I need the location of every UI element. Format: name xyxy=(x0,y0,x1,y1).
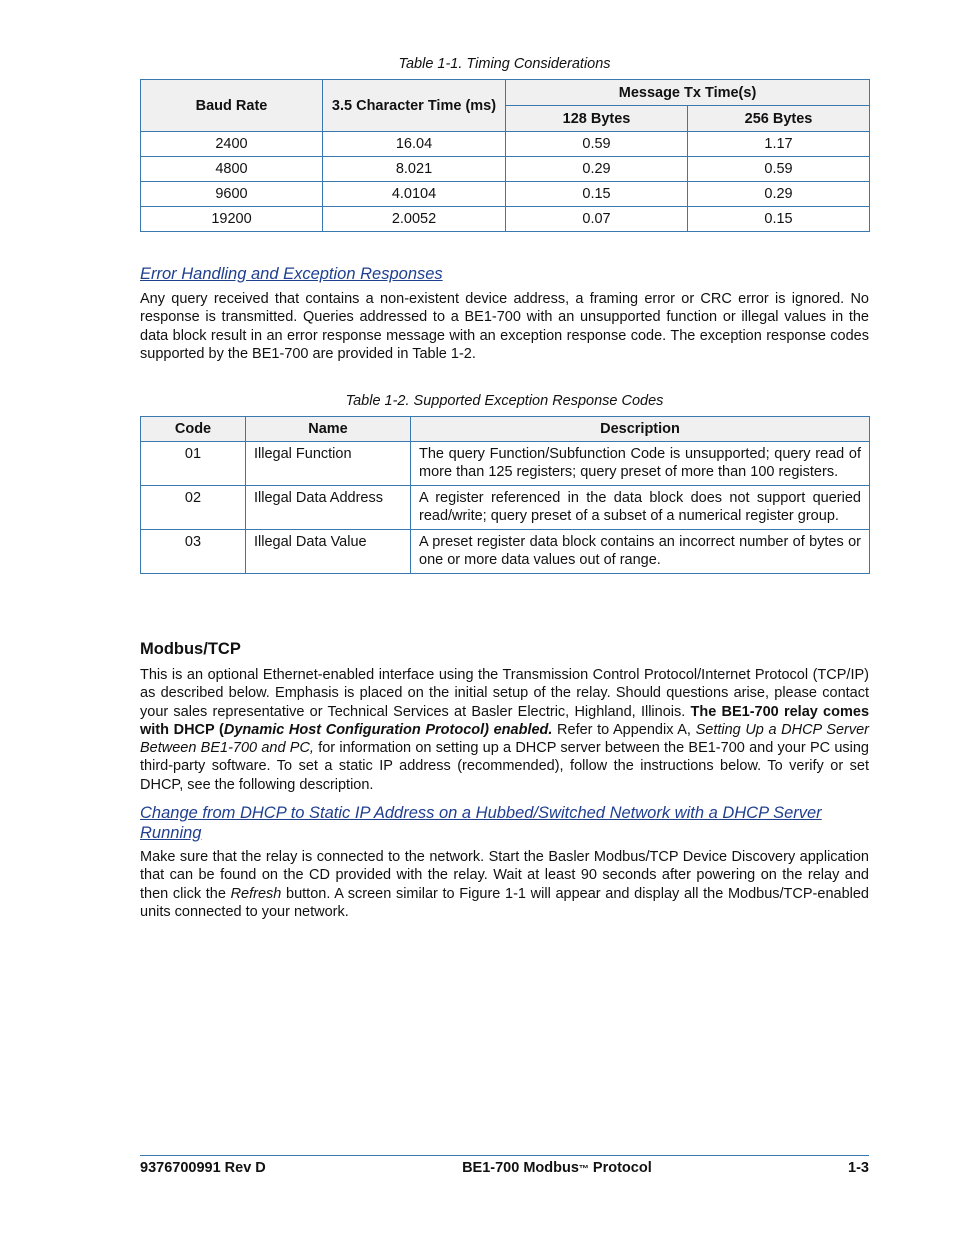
col-baud-rate: Baud Rate xyxy=(141,80,323,132)
cell: 19200 xyxy=(141,207,323,232)
cell-name: Illegal Function xyxy=(246,442,411,486)
col-char-time: 3.5 Character Time (ms) xyxy=(323,80,506,132)
doc-number: 9376700991 Rev D xyxy=(140,1160,266,1176)
text-run: button. A screen similar to Figure 1-1 will appear and display all the Modbus/TCP-enabled units connected to your network. xyxy=(140,885,869,920)
page-footer xyxy=(140,1155,869,1176)
cell-name: Illegal Data Address xyxy=(246,486,411,530)
cell: 1.17 xyxy=(688,132,870,157)
table-row xyxy=(141,486,870,530)
cell: 8.021 xyxy=(323,157,506,182)
refresh-text: Refresh xyxy=(230,885,282,902)
col-name: Name xyxy=(246,417,411,442)
modbus-tcp-body xyxy=(140,666,869,794)
table-row xyxy=(141,530,870,574)
cell: 2400 xyxy=(141,132,323,157)
col-128-bytes: 128 Bytes xyxy=(506,106,688,132)
table-row xyxy=(141,182,870,207)
col-msg-tx: Message Tx Time(s) xyxy=(506,80,870,106)
cell: 0.07 xyxy=(506,207,688,232)
page-number: 1-3 xyxy=(848,1160,869,1176)
table-row xyxy=(141,207,870,232)
dhcp-static-ip-body xyxy=(140,848,869,921)
col-description: Description xyxy=(411,417,870,442)
table-row xyxy=(141,132,870,157)
cell-description: A register referenced in the data block does not support queried read/write; query preset of a subset of a numerical register group. xyxy=(411,486,870,530)
exception-codes-table xyxy=(140,416,870,574)
cell: 2.0052 xyxy=(323,207,506,232)
dhcp-static-ip-heading: Change from DHCP to Static IP Address on a Hubbed/Switched Network with a DHCP Server Running xyxy=(140,804,822,842)
table2-caption: Table 1-2. Supported Exception Response Codes xyxy=(345,393,664,409)
error-handling-heading: Error Handling and Exception Responses xyxy=(140,265,443,283)
cell-name: Illegal Data Value xyxy=(246,530,411,574)
col-256-bytes: 256 Bytes xyxy=(688,106,870,132)
trademark: ™ xyxy=(578,1164,589,1175)
cell: 0.15 xyxy=(506,182,688,207)
cell: 0.29 xyxy=(688,182,870,207)
cell: 16.04 xyxy=(323,132,506,157)
cell: 4800 xyxy=(141,157,323,182)
cell: 9600 xyxy=(141,182,323,207)
doc-title-a: BE1-700 Modbus xyxy=(462,1160,579,1176)
table1-caption: Table 1-1. Timing Considerations xyxy=(398,56,611,72)
cell: 0.15 xyxy=(688,207,870,232)
modbus-tcp-heading: Modbus/TCP xyxy=(140,640,241,658)
cell-code: 01 xyxy=(141,442,246,486)
text-run: This is an optional Ethernet-enabled interface using the Transmission Control Protocol/Internet Protocol (TCP/IP) as described below. Emphasis is placed on the initial setup of the relay. Should questions arise, please contact your sales representative or Technical Services at Basler Electric, Highland, Illinois. xyxy=(140,667,869,720)
doc-title xyxy=(462,1160,652,1176)
cell-code: 02 xyxy=(141,486,246,530)
cell-code: 03 xyxy=(141,530,246,574)
error-handling-body: Any query received that contains a non-existent device address, a framing error or CRC error is ignored. No response is transmitted. Queries addressed to a BE1-700 with an unsupported function or illegal values in the data block result in an error response message with an exception response code. The exception response codes supported by the BE1-700 are provided in Table 1-2. xyxy=(140,291,869,362)
text-run: for information on setting up a DHCP server between the BE1-700 and your PC using third-party software. To set a static IP address (recommended), follow the instructions below. To verify or set DHCP, see the following description. xyxy=(140,740,869,793)
cell: 0.29 xyxy=(506,157,688,182)
text-run-italic: Setting Up a DHCP Server Between BE1-700 and PC, xyxy=(140,721,869,757)
cell: 0.59 xyxy=(506,132,688,157)
col-code: Code xyxy=(141,417,246,442)
text-run: Make sure that the relay is connected to the network. Start the Basler Modbus/TCP Device Discovery application that can be found on the CD provided with the relay. Wait at least 90 seconds after powering on the relay and then click the xyxy=(140,849,869,902)
doc-title-b: Protocol xyxy=(588,1160,652,1176)
table-row xyxy=(141,442,870,486)
cell-description: A preset register data block contains an incorrect number of bytes or one or more data values out of range. xyxy=(411,530,870,574)
text-run: Refer to Appendix A, xyxy=(552,721,696,738)
table-row xyxy=(141,157,870,182)
text-run-bold-italic: Dynamic Host Configuration Protocol) enabled. xyxy=(223,721,553,738)
cell-description: The query Function/Subfunction Code is unsupported; query read of more than 125 registers; query preset of more than 100 registers. xyxy=(411,442,870,486)
cell: 4.0104 xyxy=(323,182,506,207)
cell: 0.59 xyxy=(688,157,870,182)
timing-table xyxy=(140,79,870,232)
text-run-bold: The BE1-700 relay comes with DHCP ( xyxy=(140,703,870,738)
